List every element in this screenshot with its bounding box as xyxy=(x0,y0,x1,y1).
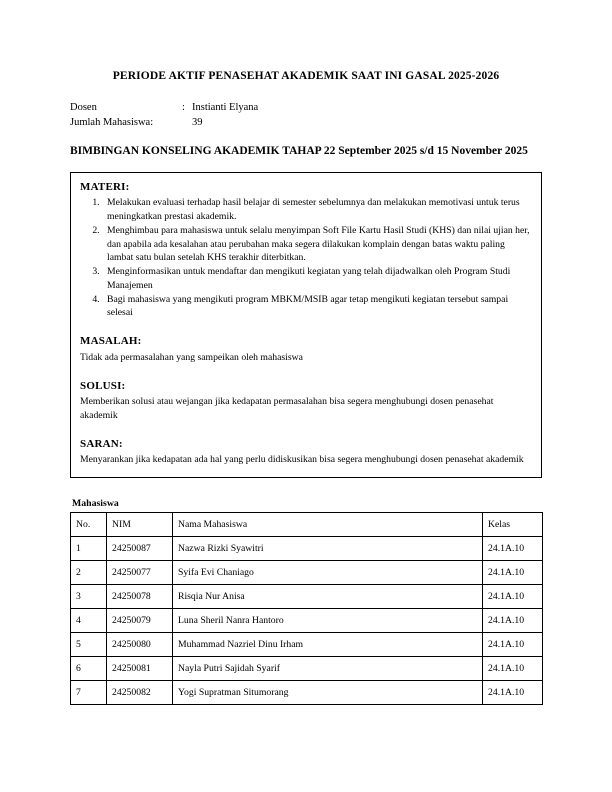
solusi-heading: SOLUSI: xyxy=(80,379,126,392)
cell-kelas: 24.1A.10 xyxy=(483,681,543,705)
meta-row-dosen xyxy=(70,100,542,115)
main-content-box xyxy=(70,172,542,478)
cell-nim: 24250081 xyxy=(107,657,173,681)
column-header-kelas: Kelas xyxy=(483,513,543,537)
meta-block xyxy=(70,100,542,130)
jumlah-spacer xyxy=(182,115,192,130)
cell-nim: 24250082 xyxy=(107,681,173,705)
table-row xyxy=(71,561,543,585)
materi-item: 4. Bagi mahasiswa yang mengikuti program MBKM/MSIB agar tetap mengikuti kegiatan tersebut sampai selesai xyxy=(102,293,532,321)
saran-text: Menyarankan jika kedapatan ada hal yang perlu didiskusikan bisa segera menghubungi dosen penasehat akademik xyxy=(80,454,524,466)
cell-no: 6 xyxy=(71,657,107,681)
table-header-row xyxy=(71,513,543,537)
column-header-nim: NIM xyxy=(107,513,173,537)
table-row xyxy=(71,537,543,561)
column-header-no: No. xyxy=(71,513,107,537)
cell-nim: 24250077 xyxy=(107,561,173,585)
cell-nim: 24250080 xyxy=(107,633,173,657)
jumlah-mahasiswa-value: 39 xyxy=(192,117,203,129)
saran-heading: SARAN: xyxy=(80,437,123,450)
table-row xyxy=(71,609,543,633)
cell-nim: 24250079 xyxy=(107,609,173,633)
cell-no: 2 xyxy=(71,561,107,585)
cell-no: 3 xyxy=(71,585,107,609)
cell-no: 1 xyxy=(71,537,107,561)
table-row xyxy=(71,585,543,609)
masalah-heading: MASALAH: xyxy=(80,335,142,348)
masalah-text: Tidak ada permasalahan yang sampeikan oleh mahasiswa xyxy=(80,351,303,363)
mahasiswa-table xyxy=(70,512,543,705)
cell-kelas: 24.1A.10 xyxy=(483,633,543,657)
dosen-separator: : xyxy=(182,101,185,113)
table-caption: Mahasiswa xyxy=(72,498,119,510)
jumlah-mahasiswa-label: Jumlah Mahasiswa: xyxy=(70,117,154,129)
cell-nim: 24250078 xyxy=(107,585,173,609)
materi-item: 3. Menginformasikan untuk mendaftar dan mengikuti kegiatan yang telah dijadwalkan oleh Program Studi Manajemen xyxy=(102,265,532,293)
cell-nama: Nayla Putri Sajidah Syarif xyxy=(173,657,483,681)
page-title: PERIODE AKTIF PENASEHAT AKADEMIK SAAT INI GASAL 2025-2026 xyxy=(112,70,500,82)
column-header-nama: Nama Mahasiswa xyxy=(173,513,483,537)
materi-list xyxy=(80,196,532,320)
dosen-label: Dosen xyxy=(70,101,97,113)
materi-item: 2. Menghimbau para mahasiswa untuk selalu menyimpan Soft File Kartu Hasil Studi (KHS) dan nilai ujian her, dan apabila ada kesalahan atau perubahan maka segera dilakukan komplain dengan batas waktu paling lambat satu bulan setelah KHS terakhir diterbitkan. xyxy=(102,224,532,265)
cell-nama: Risqia Nur Anisa xyxy=(173,585,483,609)
cell-kelas: 24.1A.10 xyxy=(483,585,543,609)
cell-kelas: 24.1A.10 xyxy=(483,657,543,681)
cell-no: 4 xyxy=(71,609,107,633)
cell-nama: Syifa Evi Chaniago xyxy=(173,561,483,585)
document-content xyxy=(70,70,542,705)
table-row xyxy=(71,657,543,681)
cell-nama: Yogi Supratman Situmorang xyxy=(173,681,483,705)
cell-nama: Luna Sheril Nanra Hantoro xyxy=(173,609,483,633)
cell-kelas: 24.1A.10 xyxy=(483,537,543,561)
cell-no: 7 xyxy=(71,681,107,705)
meta-row-jumlah-mahasiswa xyxy=(70,115,542,130)
table-row xyxy=(71,633,543,657)
cell-nama: Muhammad Nazriel Dinu Irham xyxy=(173,633,483,657)
phase-heading: BIMBINGAN KONSELING AKADEMIK TAHAP 22 September 2025 s/d 15 November 2025 xyxy=(70,145,528,158)
table-row xyxy=(71,681,543,705)
materi-heading: MATERI: xyxy=(80,180,130,193)
cell-kelas: 24.1A.10 xyxy=(483,561,543,585)
cell-nim: 24250087 xyxy=(107,537,173,561)
cell-no: 5 xyxy=(71,633,107,657)
cell-nama: Nazwa Rizki Syawitri xyxy=(173,537,483,561)
solusi-text: Memberikan solusi atau wejangan jika kedapatan permasalahan bisa segera menghubungi dosen penasehat akademik xyxy=(80,396,494,421)
materi-item: 1. Melakukan evaluasi terhadap hasil belajar di semester sebelumnya dan melakukan memotivasi untuk terus meningkatkan prestasi akademik. xyxy=(102,196,532,224)
dosen-value: Instianti Elyana xyxy=(192,101,259,113)
cell-kelas: 24.1A.10 xyxy=(483,609,543,633)
